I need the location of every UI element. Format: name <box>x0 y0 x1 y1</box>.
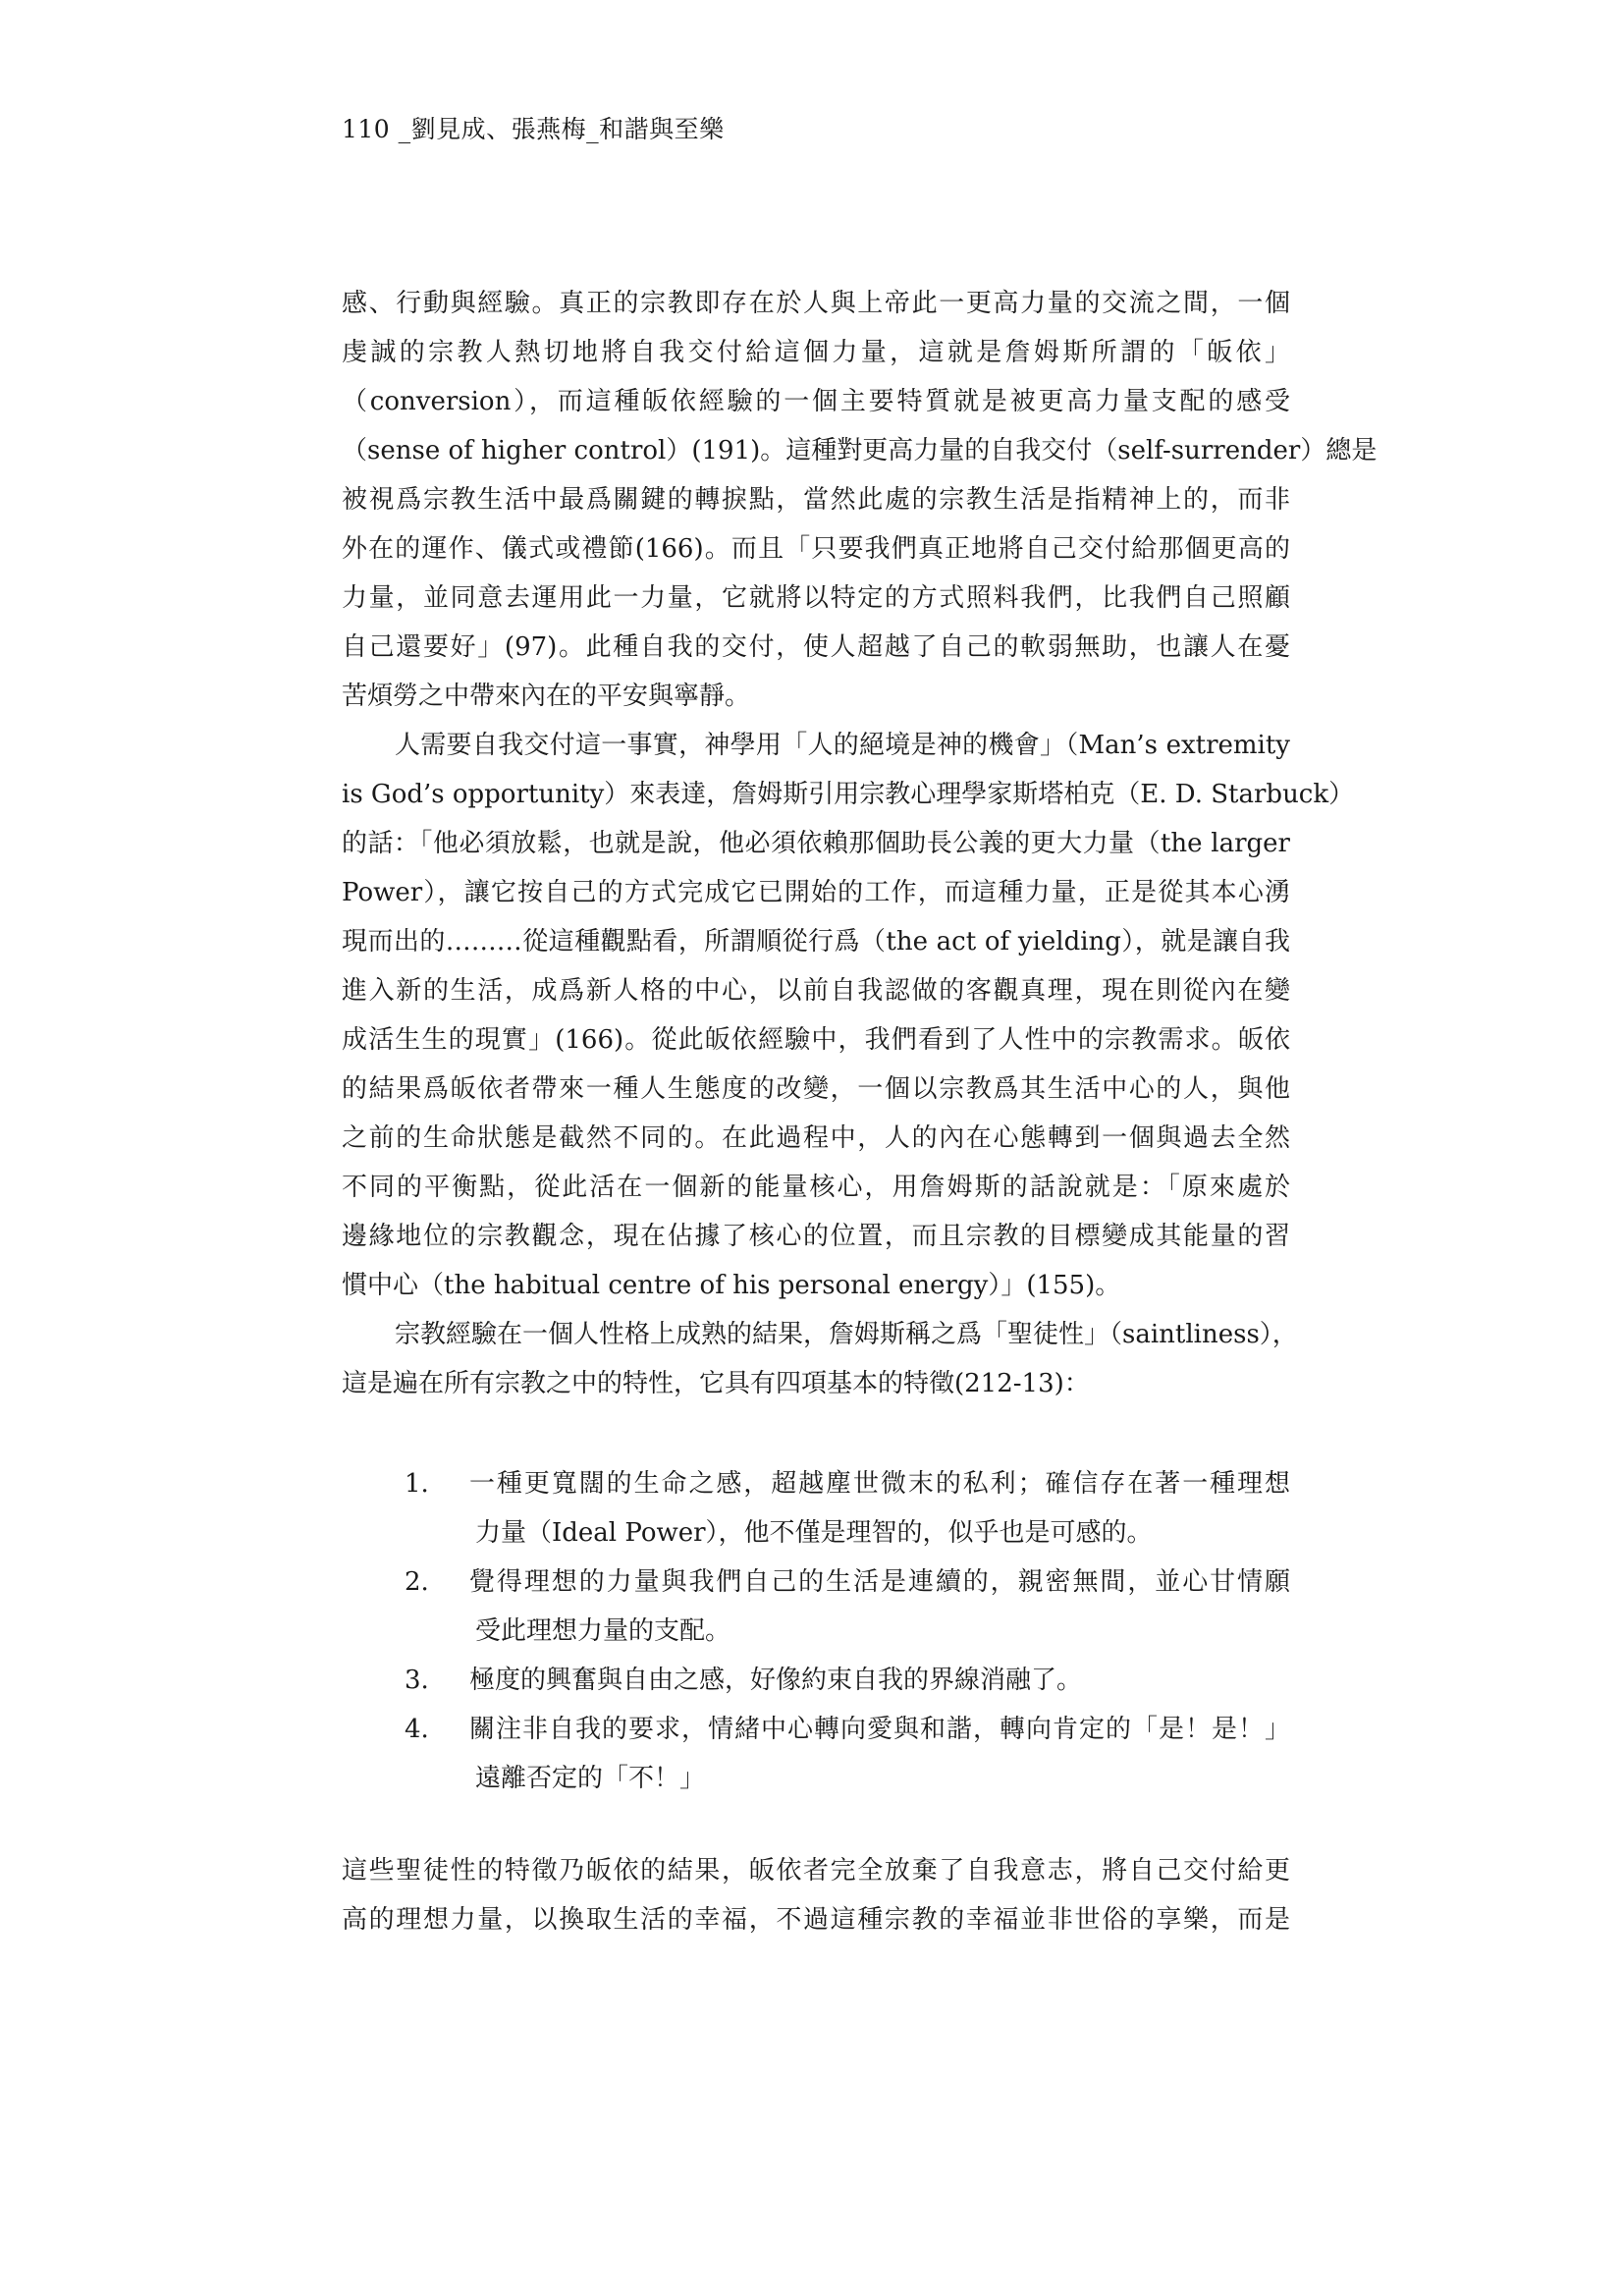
list-item <box>342 1705 1290 1803</box>
text-line: 這些聖徒性的特徵乃皈依的結果，皈依者完全放棄了自我意志，將自己交付給更 <box>342 1856 1290 1886</box>
paragraph-3 <box>342 1310 1298 1408</box>
list-item-line <box>342 1705 1290 1754</box>
list-item-line <box>342 1558 1290 1607</box>
page-body <box>342 279 1378 1944</box>
list-item <box>342 1459 1290 1558</box>
list-item-text: 受此理想力量的支配。 <box>475 1616 731 1646</box>
text-line: 慣中心（the habitual centre of his personal energy）」(155)。 <box>342 1271 1121 1300</box>
running-header: 110 _劉見成、張燕梅_和諧與至樂 <box>342 115 725 143</box>
list-number: 4. <box>405 1715 429 1744</box>
text-line: 宗教經驗在一個人性格上成熟的結果，詹姆斯稱之爲「聖徒性」（saintliness）， <box>395 1320 1298 1349</box>
text-line: 的結果爲皈依者帶來一種人生態度的改變，一個以宗教爲其生活中心的人，與他 <box>342 1074 1290 1104</box>
text-line: 現而出的………從這種觀點看，所謂順從行爲（the act of yielding），就是讓自我 <box>342 927 1290 957</box>
text-line: 自己還要好」(97)。此種自我的交付，使人超越了自己的軟弱無助，也讓人在憂 <box>342 632 1290 662</box>
text-line: （sense of higher control）(191)。這種對更高力量的自我交付（self-surrender）總是 <box>342 436 1378 465</box>
list-item <box>342 1656 1290 1705</box>
list-item-text: 一種更寬闊的生命之感，超越塵世微末的私利；確信存在著一種理想 <box>469 1469 1290 1499</box>
saintliness-features-list <box>342 1459 1290 1803</box>
text-line: 之前的生命狀態是截然不同的。在此過程中，人的內在心態轉到一個與過去全然 <box>342 1123 1290 1153</box>
text-line: Power），讓它按自己的方式完成它已開始的工作，而這種力量，正是從其本心湧 <box>342 878 1290 907</box>
text-line: 的話：「他必須放鬆，也就是說，他必須依賴那個助長公義的更大力量（the larger <box>342 829 1290 858</box>
text-line: 不同的平衡點，從此活在一個新的能量核心，用詹姆斯的話說就是：「原來處於 <box>342 1173 1290 1202</box>
text-line: 力量，並同意去運用此一力量，它就將以特定的方式照料我們，比我們自己照顧 <box>342 583 1290 613</box>
list-item-text: 極度的興奮與自由之感，好像約束自我的界線消融了。 <box>469 1666 1083 1695</box>
list-item-text: 力量（Ideal Power），他不僅是理智的，似乎也是可感的。 <box>475 1518 1153 1548</box>
text-line: 高的理想力量，以換取生活的幸福，不過這種宗教的幸福並非世俗的享樂，而是 <box>342 1905 1290 1935</box>
list-item <box>342 1558 1290 1656</box>
list-item-text: 覺得理想的力量與我們自己的生活是連續的，親密無間，並心甘情願 <box>469 1567 1290 1597</box>
text-line: 苦煩勞之中帶來內在的平安與寧靜。 <box>342 682 751 711</box>
text-line: 這是遍在所有宗教之中的特性，它具有四項基本的特徵(212-13)： <box>342 1369 1090 1398</box>
text-line: 虔誠的宗教人熱切地將自我交付給這個力量，這就是詹姆斯所謂的「皈依」 <box>342 338 1290 367</box>
text-line: 感、行動與經驗。真正的宗教即存在於人與上帝此一更高力量的交流之間，一個 <box>342 289 1290 318</box>
text-line: 人需要自我交付這一事實，神學用「人的絕境是神的機會」（Man’s extremity <box>395 731 1290 760</box>
text-line: 被視爲宗教生活中最爲關鍵的轉捩點，當然此處的宗教生活是指精神上的，而非 <box>342 485 1290 515</box>
text-line: 邊緣地位的宗教觀念，現在佔據了核心的位置，而且宗教的目標變成其能量的習 <box>342 1222 1290 1251</box>
text-line: is God’s opportunity）來表達，詹姆斯引用宗教心理學家斯塔柏克（E. D. Starbuck） <box>342 780 1355 809</box>
list-item-line <box>342 1656 1290 1705</box>
list-number: 1. <box>405 1469 429 1499</box>
list-item-text: 遠離否定的「不！」 <box>475 1764 706 1793</box>
paragraph-1 <box>342 279 1378 721</box>
list-item-text: 關注非自我的要求，情緒中心轉向愛與和諧，轉向肯定的「是！是！」 <box>469 1715 1290 1744</box>
list-item-line <box>342 1459 1290 1508</box>
text-line: 進入新的生活，成爲新人格的中心，以前自我認做的客觀真理，現在則從內在變 <box>342 976 1290 1006</box>
paragraph-2 <box>342 721 1355 1310</box>
closing-paragraph <box>342 1846 1290 1944</box>
list-number: 2. <box>405 1567 429 1597</box>
text-line: 外在的運作、儀式或禮節(166)。而且「只要我們真正地將自己交付給那個更高的 <box>342 534 1290 564</box>
text-line: （conversion），而這種皈依經驗的一個主要特質就是被更高力量支配的感受 <box>342 387 1290 416</box>
text-line: 成活生生的現實」(166)。從此皈依經驗中，我們看到了人性中的宗教需求。皈依 <box>342 1025 1290 1055</box>
list-number: 3. <box>405 1666 429 1695</box>
